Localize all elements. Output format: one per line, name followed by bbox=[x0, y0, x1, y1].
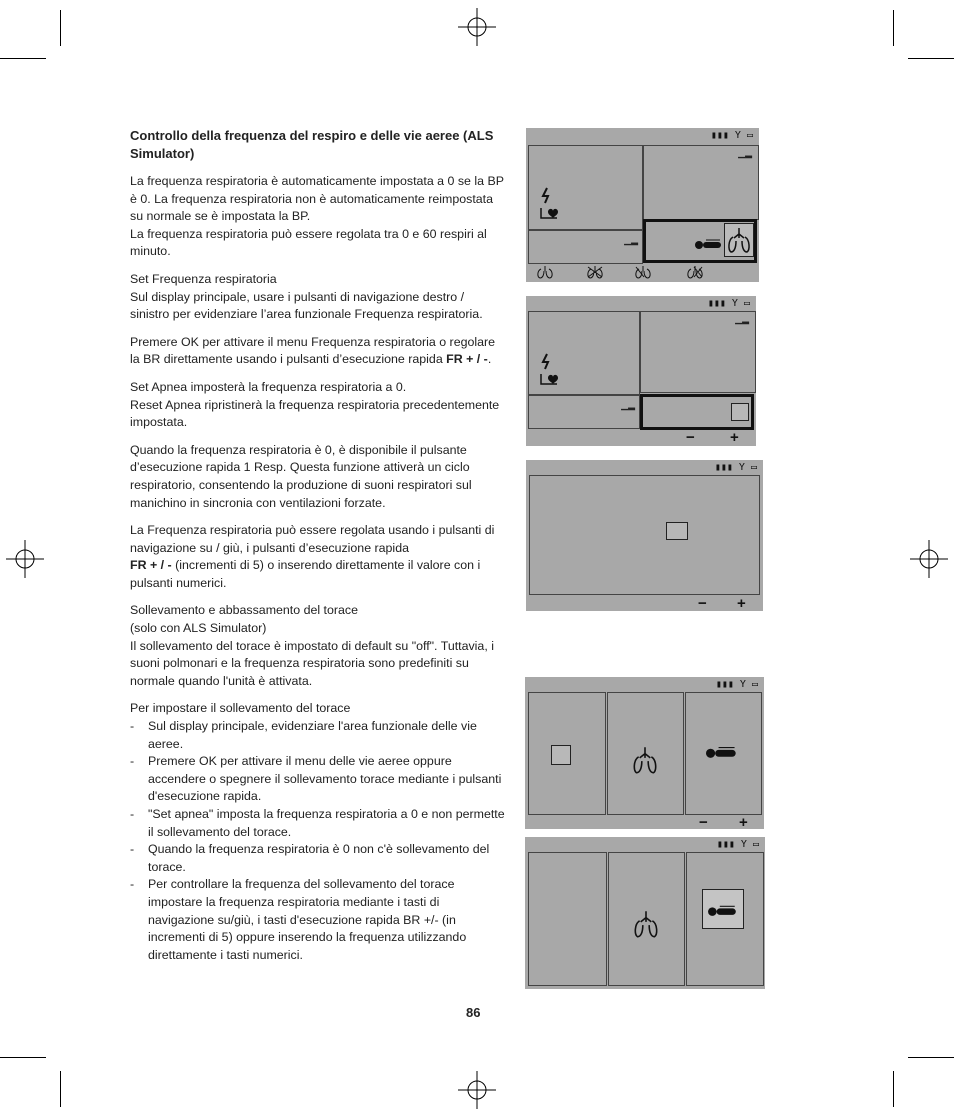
resp-rate-value-box bbox=[731, 403, 749, 421]
airway-area-highlighted[interactable] bbox=[643, 219, 757, 263]
intro-text: La frequenza respiratoria è automaticamente impostata a 0 se la BP è 0. La frequenza respiratoria non è automaticamente reimpostata su normale se è impostata la BP. bbox=[130, 174, 504, 224]
ok-pre: Premere bbox=[130, 334, 181, 349]
crop-mark bbox=[0, 1057, 46, 1058]
signal-icon: ▁▂ bbox=[621, 400, 635, 410]
signal-icon: ▁▂ bbox=[738, 148, 752, 158]
ok-post: per attivare il menu Frequenza respiratoria o regolare la BR direttamente usando i pulsanti d’esecuzione rapida bbox=[130, 334, 496, 367]
resp-rate-area-highlighted[interactable] bbox=[640, 394, 754, 430]
crop-mark bbox=[908, 1057, 954, 1058]
crop-mark bbox=[908, 58, 954, 59]
lung-sounds-panel[interactable] bbox=[608, 852, 685, 986]
period: . bbox=[487, 352, 492, 367]
lung-sounds-panel[interactable] bbox=[607, 692, 684, 815]
status-bar: ▮▮▮ Y ▭ bbox=[707, 298, 750, 309]
registration-mark bbox=[6, 540, 44, 578]
manikin-icon bbox=[694, 236, 724, 250]
chest-rise-panel[interactable] bbox=[686, 852, 764, 986]
adj-button-label: FR + / - bbox=[130, 558, 172, 573]
set-rate-paragraph bbox=[130, 271, 506, 324]
resp-button-label: 1 Resp. bbox=[243, 460, 287, 475]
steps-list bbox=[130, 718, 506, 964]
fr-button-label: FR + / - bbox=[446, 352, 488, 367]
list-item: - Sul display principale, evidenziare l'area funzionale delle vie aeree. bbox=[130, 718, 506, 753]
apnea-label: Set Apnea bbox=[130, 379, 188, 394]
status-bar: ▮▮▮ Y ▭ bbox=[716, 839, 759, 850]
resp-rate-panel[interactable] bbox=[528, 852, 607, 986]
status-bar: ▮▮▮ Y ▭ bbox=[715, 679, 758, 690]
resp-post: Questa funzione attiverà un ciclo respiratorio, consentendo la produzione di suoni respiratori sul manichino in sincronia con ventilazioni forzate. bbox=[130, 460, 472, 510]
ok-word: OK bbox=[180, 334, 199, 349]
chest-subtitle: (solo con ALS Simulator) bbox=[130, 621, 267, 636]
apnea-text: imposterà la frequenza respiratoria a 0. bbox=[187, 379, 407, 394]
signal-icon: ▁▂ bbox=[735, 314, 749, 324]
list-item: - Premere OK per attivare il menu delle vie aeree oppure accendere o spegnere il sollevamento torace mediante i pulsanti d'esecuzione rapida. bbox=[130, 753, 506, 806]
lcd-screen-airway-menu-1 bbox=[525, 677, 764, 829]
defib-heart-icon bbox=[539, 352, 559, 386]
lungs-icon bbox=[631, 907, 661, 941]
lcd-screen-resp-rate-menu bbox=[526, 460, 763, 611]
text-column bbox=[130, 127, 506, 964]
chest-rise-panel[interactable] bbox=[685, 692, 762, 815]
resp-rate-value-box bbox=[666, 522, 688, 540]
lcd-screen-airway-menu-2 bbox=[525, 837, 765, 989]
crop-mark bbox=[893, 10, 894, 46]
lcd-screen-main-resp-rate bbox=[526, 296, 756, 446]
set-rate-body: Sul display principale, usare i pulsanti di navigazione destro / sinistro per evidenziare l’area funzionale Frequenza respiratoria. bbox=[130, 289, 483, 322]
status-bar: ▮▮▮ Y ▭ bbox=[714, 462, 757, 473]
registration-mark bbox=[458, 1071, 496, 1109]
reset-text: ripristinerà la frequenza respiratoria precedentemente impostata. bbox=[130, 397, 500, 430]
steps-intro: Per impostare il sollevamento del torace bbox=[130, 701, 351, 716]
chest-rise-selected-box[interactable] bbox=[702, 889, 744, 929]
registration-mark bbox=[458, 8, 496, 46]
lungs-right-off-softkey-icon[interactable] bbox=[686, 265, 704, 279]
softkey-icons-row bbox=[536, 265, 736, 279]
resp-pre: Quando la frequenza respiratoria è 0, è disponibile il pulsante d’esecuzione rapida bbox=[130, 442, 467, 475]
crop-mark bbox=[893, 1071, 894, 1107]
lungs-icon bbox=[725, 224, 753, 256]
lungs-icon bbox=[630, 743, 660, 777]
lungs-selected-box[interactable] bbox=[724, 223, 754, 257]
manikin-icon bbox=[707, 902, 739, 917]
adjust-paragraph bbox=[130, 522, 506, 592]
manikin-icon bbox=[704, 743, 740, 759]
status-bar: ▮▮▮ Y ▭ bbox=[710, 130, 753, 141]
lungs-softkey-icon[interactable] bbox=[536, 265, 554, 279]
crop-mark bbox=[60, 1071, 61, 1107]
apnea-paragraph bbox=[130, 379, 506, 432]
resp-rate-menu-area bbox=[529, 475, 760, 595]
one-resp-paragraph bbox=[130, 442, 506, 512]
resp-rate-panel[interactable] bbox=[528, 692, 606, 815]
list-item: - "Set apnea" imposta la frequenza respiratoria a 0 e non permette il sollevamento del torace. bbox=[130, 806, 506, 841]
bp-area bbox=[640, 311, 756, 393]
section-heading: Controllo della frequenza del respiro e delle vie aeree (ALS Simulator) bbox=[130, 128, 494, 161]
plus-softkey[interactable]: + bbox=[739, 814, 748, 831]
plus-softkey[interactable]: + bbox=[737, 595, 746, 612]
page-number: 86 bbox=[466, 1005, 481, 1020]
signal-icon: ▁▂ bbox=[624, 235, 638, 245]
set-rate-title: Set Frequenza respiratoria bbox=[130, 271, 277, 286]
intro-paragraph bbox=[130, 173, 506, 261]
intro-range-text: La frequenza respiratoria può essere regolata tra 0 e 60 respiri al minuto. bbox=[130, 226, 487, 259]
reset-label: Reset Apnea bbox=[130, 397, 201, 412]
minus-softkey[interactable]: − bbox=[698, 595, 707, 612]
ecg-area bbox=[528, 311, 640, 395]
lungs-off-softkey-icon[interactable] bbox=[586, 265, 604, 279]
ok-paragraph bbox=[130, 334, 506, 369]
crop-mark bbox=[0, 58, 46, 59]
lcd-screen-main-airway bbox=[526, 128, 759, 282]
minus-softkey[interactable]: − bbox=[686, 429, 695, 446]
ecg-area bbox=[528, 145, 643, 230]
plus-softkey[interactable]: + bbox=[730, 429, 739, 446]
spo2-area bbox=[528, 395, 640, 429]
registration-mark bbox=[910, 540, 948, 578]
list-item: - Per controllare la frequenza del sollevamento del torace impostare la frequenza respiratoria mediante i tasti di navigazione su/giù, i tasti d'esecuzione rapida BR +/- (in incrementi di 5) oppure inserendo la frequenza utilizzando direttamente i tasti numerici. bbox=[130, 876, 506, 964]
list-item: - Quando la frequenza respiratoria è 0 non c'è sollevamento del torace. bbox=[130, 841, 506, 876]
bp-area bbox=[643, 145, 759, 220]
spo2-area bbox=[528, 230, 643, 264]
chest-title: Sollevamento e abbassamento del torace bbox=[130, 603, 358, 618]
chest-body: Il sollevamento del torace è impostato di default su "off". Tuttavia, i suoni polmonari e la frequenza respiratoria sono predefiniti su normale quando l'unità è attivata. bbox=[130, 638, 494, 688]
lungs-left-off-softkey-icon[interactable] bbox=[634, 265, 652, 279]
crop-mark bbox=[60, 10, 61, 46]
defib-heart-icon bbox=[539, 186, 559, 220]
chest-paragraph bbox=[130, 602, 506, 690]
minus-softkey[interactable]: − bbox=[699, 814, 708, 831]
adj-pre: La Frequenza respiratoria può essere regolata usando i pulsanti di navigazione su / giù, i pulsanti d’esecuzione rapida bbox=[130, 523, 495, 555]
adj-post: (incrementi di 5) o inserendo direttamente il valore con i pulsanti numerici. bbox=[130, 558, 481, 590]
resp-rate-value-box bbox=[551, 745, 571, 765]
